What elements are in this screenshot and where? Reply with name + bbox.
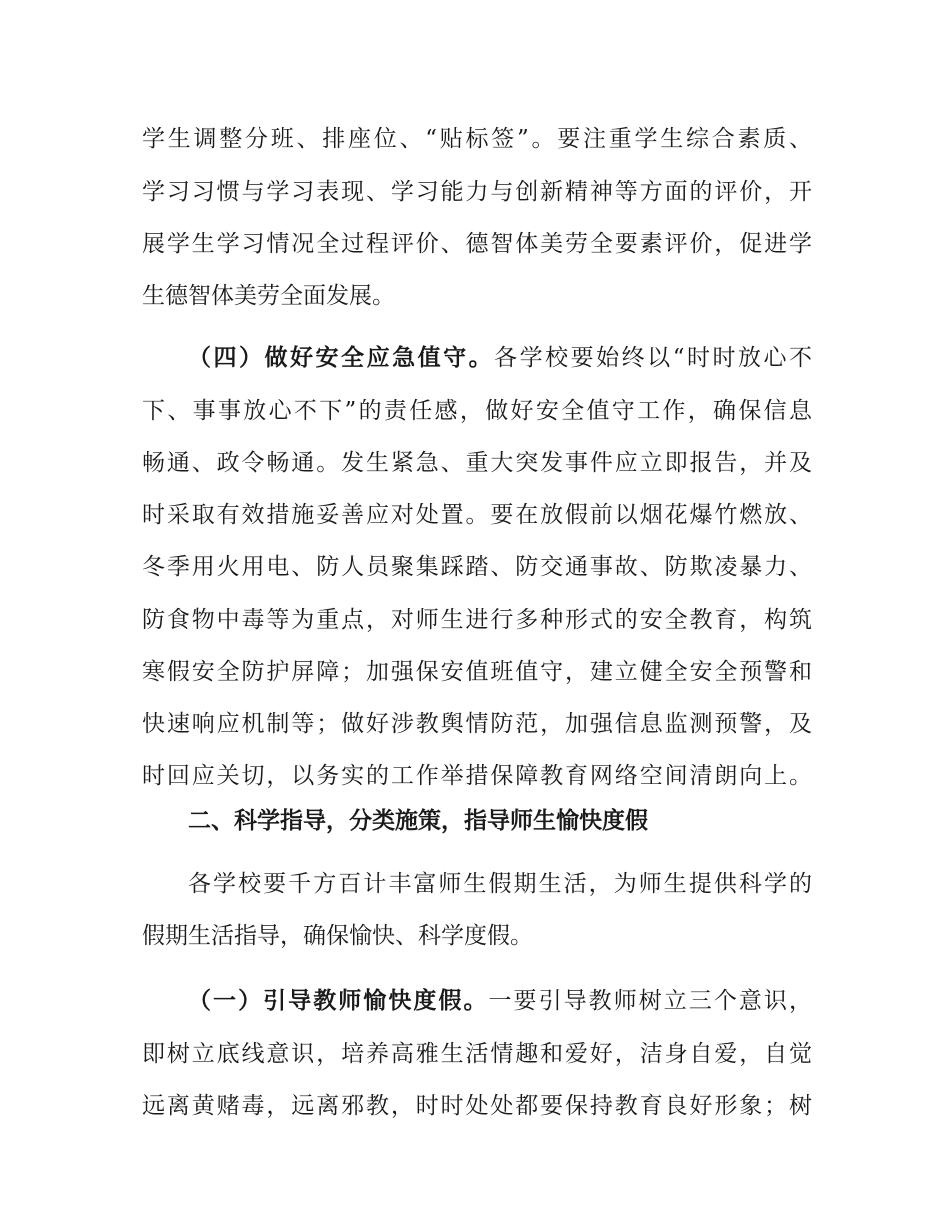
paragraph-line: 假期生活指导，确保愉快、科学度假。 bbox=[142, 923, 533, 949]
paragraph-line: 时采取有效措施妥善应对处置。要在放假前以烟花爆竹燃放、 bbox=[142, 502, 812, 528]
paragraph-line: 学习习惯与学习表现、学习能力与创新精神等方面的评价，开 bbox=[142, 179, 812, 205]
subsection-title: （一）引导教师愉快度假。 bbox=[188, 988, 489, 1014]
paragraph-text: 一要引导教师树立三个意识， bbox=[488, 988, 813, 1014]
paragraph-line: 下、事事放心不下”的责任感，做好安全值守工作，确保信息 bbox=[142, 398, 812, 424]
paragraph-line: 远离黄赌毒，远离邪教，时时处处都要保持教育良好形象；树 bbox=[142, 1093, 812, 1119]
subsection-title: （四）做好安全应急值守。 bbox=[188, 345, 495, 371]
paragraph-line: 畅通、政令畅通。发生紧急、重大突发事件应立即报告，并及 bbox=[142, 450, 812, 476]
section-heading: 二、科学指导，分类施策，指导师生愉快度假 bbox=[188, 808, 648, 834]
paragraph-first-line bbox=[188, 981, 812, 1021]
paragraph-line: 冬季用火用电、防人员聚集踩踏、防交通事故、防欺凌暴力、 bbox=[142, 554, 812, 580]
paragraph-first-line: 各学校要千方百计丰富师生假期生活，为师生提供科学的 bbox=[188, 871, 812, 897]
paragraph-line: 学生调整分班、排座位、“贴标签”。要注重学生综合素质、 bbox=[142, 126, 812, 152]
paragraph-line: 防食物中毒等为重点，对师生进行多种形式的安全教育，构筑 bbox=[142, 607, 812, 633]
paragraph-line: 生德智体美劳全面发展。 bbox=[142, 283, 395, 309]
paragraph-line: 寒假安全防护屏障；加强保安值班值守，建立健全安全预警和 bbox=[142, 659, 812, 685]
paragraph-line: 展学生学习情况全过程评价、德智体美劳全要素评价，促进学 bbox=[142, 231, 812, 257]
paragraph-text: 各学校要始终以“时时放心不 bbox=[494, 345, 813, 371]
paragraph-line: 快速响应机制等；做好涉教舆情防范，加强信息监测预警，及 bbox=[142, 711, 812, 737]
paragraph-first-line bbox=[188, 338, 812, 378]
paragraph-line: 时回应关切，以务实的工作举措保障教育网络空间清朗向上。 bbox=[142, 763, 812, 789]
paragraph-line: 即树立底线意识，培养高雅生活情趣和爱好，洁身自爱，自觉 bbox=[142, 1041, 812, 1067]
